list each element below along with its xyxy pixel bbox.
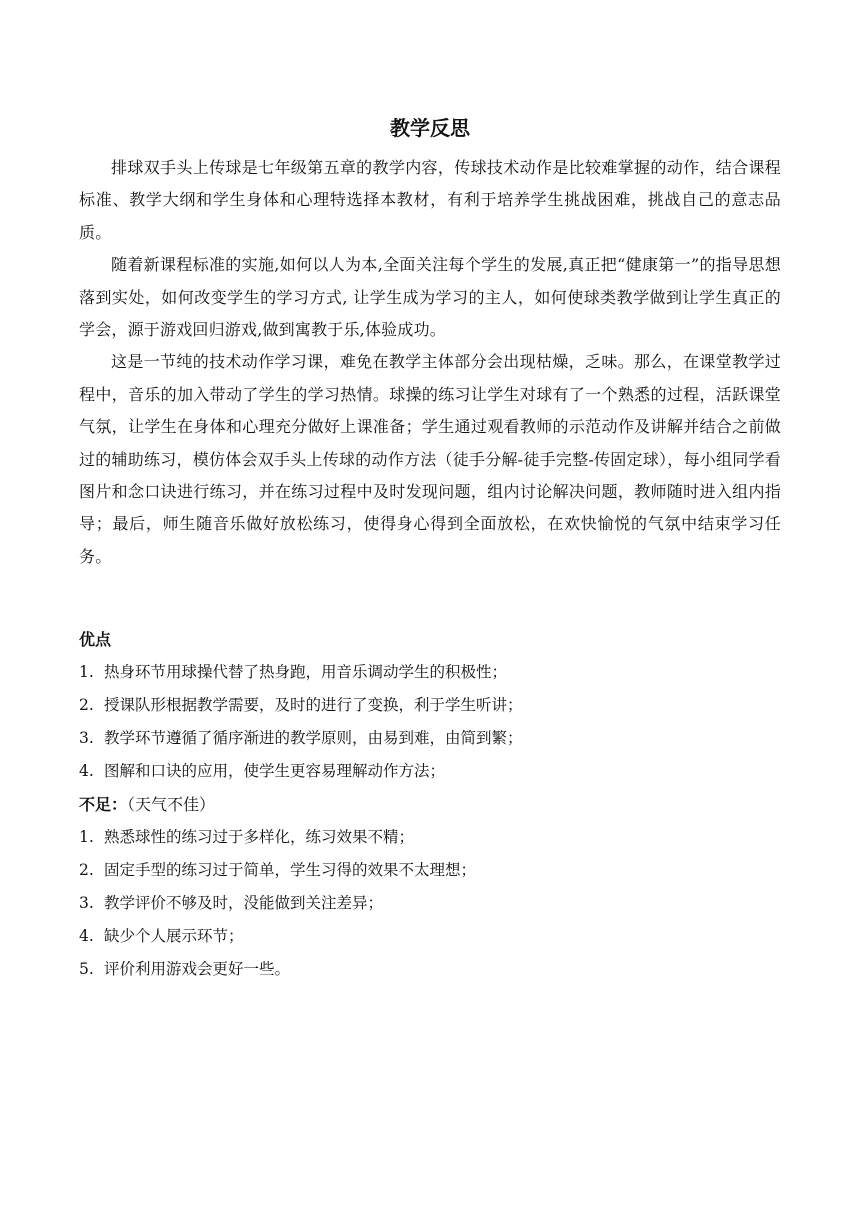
list-item bbox=[79, 953, 781, 986]
list-item-text: 教学环节遵循了循序渐进的教学原则，由易到难，由简到繁； bbox=[104, 729, 523, 747]
list-item-text: 固定手型的练习过于简单，学生习得的效果不太理想； bbox=[104, 861, 477, 879]
strengths-list bbox=[79, 656, 781, 788]
list-item bbox=[79, 755, 781, 788]
paragraph-3: 这是一节纯的技术动作学习课，难免在教学主体部分会出现枯燥，乏味。那么，在课堂教学过程中，音乐的加入带动了学生的学习热情。球操的练习让学生对球有了一个熟悉的过程，活跃课堂气氛，让学生在身体和心理充分做好上课准备；学生通过观看教师的示范动作及讲解并结合之前做过的辅助练习，模仿体会双手头上传球的动作方法（徒手分解-徒手完整-传固定球），每小组同学看图片和念口诀进行练习，并在练习过程中及时发现问题，组内讨论解决问题，教师随时进入组内指导；最后，师生随音乐做好放松练习，使得身心得到全面放松，在欢快愉悦的气氛中结束学习任务。 bbox=[79, 352, 781, 566]
list-item-text: 教学评价不够及时，没能做到关注差异； bbox=[104, 894, 384, 912]
list-item bbox=[79, 887, 781, 920]
strengths-section bbox=[79, 624, 781, 788]
list-item-number: 3. bbox=[79, 729, 94, 747]
weaknesses-heading-label: 不足： bbox=[79, 795, 128, 814]
reflection-body bbox=[79, 152, 781, 573]
list-item-number: 2. bbox=[79, 696, 94, 714]
paragraph-1: 排球双手头上传球是七年级第五章的教学内容，传球技术动作是比较难掌握的动作，结合课程标准、教学大纲和学生身体和心理特选择本教材，有利于培养学生挑战困难，挑战自己的意志品质。 bbox=[79, 158, 781, 242]
weaknesses-heading bbox=[79, 789, 781, 821]
list-item bbox=[79, 722, 781, 755]
document-title: 教学反思 bbox=[390, 116, 470, 140]
list-item bbox=[79, 656, 781, 689]
list-item-text: 授课队形根据教学需要，及时的进行了变换，利于学生听讲； bbox=[104, 696, 523, 714]
list-item-text: 熟悉球性的练习过于多样化，练习效果不精； bbox=[104, 828, 415, 846]
list-item-number: 2. bbox=[79, 861, 94, 879]
list-item-text: 热身环节用球操代替了热身跑，用音乐调动学生的积极性； bbox=[104, 663, 508, 681]
weaknesses-heading-note: （天气不佳） bbox=[127, 795, 216, 814]
list-item-text: 评价利用游戏会更好一些。 bbox=[104, 960, 291, 978]
list-item-number: 1. bbox=[79, 828, 94, 846]
list-item-number: 3. bbox=[79, 894, 94, 912]
paragraph-2: 随着新课程标准的实施,如何以人为本,全面关注每个学生的发展,真正把“健康第一”的指导思想落到实处，如何改变学生的学习方式, 让学生成为学习的主人，如何使球类教学做到让学生真正的学会，源于游戏回归游戏,做到寓教于乐,体验成功。 bbox=[79, 255, 781, 340]
strengths-heading bbox=[79, 624, 781, 656]
list-item bbox=[79, 854, 781, 887]
weaknesses-section bbox=[79, 789, 781, 986]
list-item-number: 4. bbox=[79, 927, 94, 945]
list-item bbox=[79, 689, 781, 722]
list-item bbox=[79, 920, 781, 953]
list-item-number: 5. bbox=[79, 960, 94, 978]
list-item-number: 1. bbox=[79, 663, 94, 681]
list-item-text: 缺少个人展示环节； bbox=[104, 927, 244, 945]
strengths-heading-label: 优点 bbox=[79, 630, 112, 649]
list-item-text: 图解和口诀的应用，使学生更容易理解动作方法； bbox=[104, 762, 446, 780]
weaknesses-list bbox=[79, 821, 781, 986]
list-item-number: 4. bbox=[79, 762, 94, 780]
list-item bbox=[79, 821, 781, 854]
